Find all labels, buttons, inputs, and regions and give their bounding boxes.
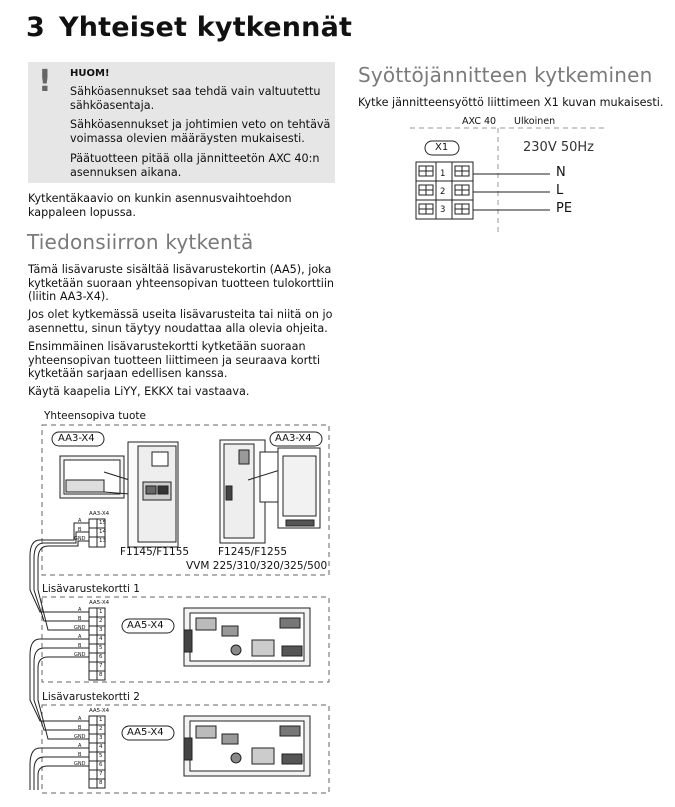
- aa5-pin-3: 3: [99, 627, 103, 633]
- sig-b-4: B: [78, 725, 82, 731]
- sig-gnd-2: GND: [74, 625, 86, 631]
- aa5-pin-1: 1: [99, 717, 103, 723]
- line-n-label: N: [556, 165, 566, 180]
- aa5-pin-2: 2: [99, 618, 103, 624]
- comm-paragraph-1: Tämä lisävaruste sisältää lisävarustekortin (AA5), joka kytketään suoraan yhteensopivan tuotteen tulokorttiin (liitin AA3-X4).: [28, 263, 335, 303]
- sig-a-4: A: [78, 716, 82, 722]
- aa5-card-1-illustration: [184, 608, 310, 666]
- comm-paragraph-4: Käytä kaapelia LiYY, EKKX tai vastaava.: [28, 385, 250, 398]
- comm-paragraph-3: Ensimmäinen lisävarustekortti kytketään suoraan yhteensopivan tuotteen liittimeen ja seuraava kortti kytketään sarjaan edellisen kanssa.: [28, 340, 321, 380]
- x1-pin-2: 2: [440, 187, 446, 197]
- aa5-pin-4: 4: [99, 744, 103, 750]
- aa3-x4-label-left: AA3-X4: [58, 433, 95, 444]
- exclamation-icon: !: [38, 64, 52, 99]
- accessory-card-2-label: Lisävarustekortti 2: [42, 691, 140, 703]
- sig-a-5: A: [78, 743, 82, 749]
- aa5-card-2-illustration: [184, 716, 310, 776]
- aa5-pin-7: 7: [99, 771, 103, 777]
- sig-gnd-3: GND: [74, 652, 86, 658]
- mini-aa5-label-2: AA5-X4: [89, 708, 110, 714]
- note-title: HUOM!: [70, 68, 110, 79]
- sig-a-1: A: [78, 518, 82, 524]
- model-f1145-label: F1145/F1155: [120, 546, 190, 558]
- aa5-x4-label-2: AA5-X4: [127, 727, 164, 738]
- intro-text: Kytkentäkaavio on kunkin asennusvaihtoehdon kappaleen lopussa.: [28, 192, 292, 219]
- note-paragraph-2: Sähköasennukset ja johtimien veto on tehtävä voimassa olevien määräysten mukaisesti.: [70, 118, 331, 145]
- product-f1245-illustration: [220, 440, 320, 543]
- aa5-pin-5: 5: [99, 753, 103, 759]
- section-heading-communication: Tiedonsiirron kytkentä: [27, 230, 254, 254]
- compatible-product-label: Yhteensopiva tuote: [44, 410, 146, 422]
- aa3-pin-13: 13: [99, 538, 106, 544]
- aa5-pin-6: 6: [99, 762, 103, 768]
- sig-b-3: B: [78, 643, 82, 649]
- sig-b-2: B: [78, 616, 82, 622]
- line-l-label: L: [556, 183, 564, 198]
- sig-b-1: B: [78, 527, 82, 533]
- power-text: Kytke jännitteensyöttö liittimeen X1 kuvan mukaisesti.: [358, 96, 664, 109]
- aa5-pin-1: 1: [99, 609, 103, 615]
- sig-a-3: A: [78, 634, 82, 640]
- sig-gnd-5: GND: [74, 761, 86, 767]
- x1-terminal-label: X1: [435, 142, 449, 153]
- aa5-pin-3: 3: [99, 735, 103, 741]
- model-vvm-label: VVM 225/310/320/325/500: [186, 560, 328, 572]
- mini-aa5-label-1: AA5-X4: [89, 600, 110, 606]
- chapter-title: Yhteiset kytkennät: [59, 12, 353, 43]
- line-pe-label: PE: [556, 201, 573, 216]
- aa3-pin-15: 15: [99, 520, 106, 526]
- aa5-pin-2: 2: [99, 726, 103, 732]
- note-paragraph-1: Sähköasennukset saa tehdä vain valtuutettu sähköasentaja.: [70, 85, 321, 112]
- aa5-pin-4: 4: [99, 636, 103, 642]
- section-heading-power: Syöttöjännitteen kytkeminen: [358, 63, 653, 87]
- aa5-pin-6: 6: [99, 654, 103, 660]
- x1-pin-3: 3: [440, 205, 446, 215]
- mini-aa3-label: AA3-X4: [89, 511, 110, 517]
- aa3-x4-label-right: AA3-X4: [275, 433, 312, 444]
- axc40-column-label: AXC 40: [462, 116, 497, 127]
- aa5-pin-5: 5: [99, 645, 103, 651]
- aa5-x4-terminal-block-2: [89, 716, 105, 788]
- sig-b-5: B: [78, 752, 82, 758]
- voltage-label: 230V 50Hz: [523, 140, 594, 155]
- aa3-pin-14: 14: [99, 529, 106, 535]
- sig-gnd-1: GND: [74, 536, 86, 542]
- aa5-x4-label-1: AA5-X4: [127, 620, 164, 631]
- aa5-pin-8: 8: [99, 672, 103, 678]
- aa5-pin-7: 7: [99, 663, 103, 669]
- note-paragraph-3: Päätuotteen pitää olla jännitteetön AXC 40:n asennuksen aikana.: [70, 152, 320, 179]
- aa5-x4-terminal-block-1: [89, 608, 105, 680]
- accessory-card-1-label: Lisävarustekortti 1: [42, 583, 140, 595]
- sig-gnd-4: GND: [74, 734, 86, 740]
- model-f1245-label: F1245/F1255: [218, 546, 288, 558]
- aa5-pin-8: 8: [99, 780, 103, 786]
- comm-paragraph-2: Jos olet kytkemässä useita lisävarusteita tai niitä on jo asennettu, sinun täytyy noudattaa alla olevia ohjeita.: [28, 308, 333, 335]
- sig-a-2: A: [78, 607, 82, 613]
- external-column-label: Ulkoinen: [514, 116, 556, 127]
- x1-pin-1: 1: [440, 169, 446, 179]
- chapter-number: 3: [26, 12, 45, 43]
